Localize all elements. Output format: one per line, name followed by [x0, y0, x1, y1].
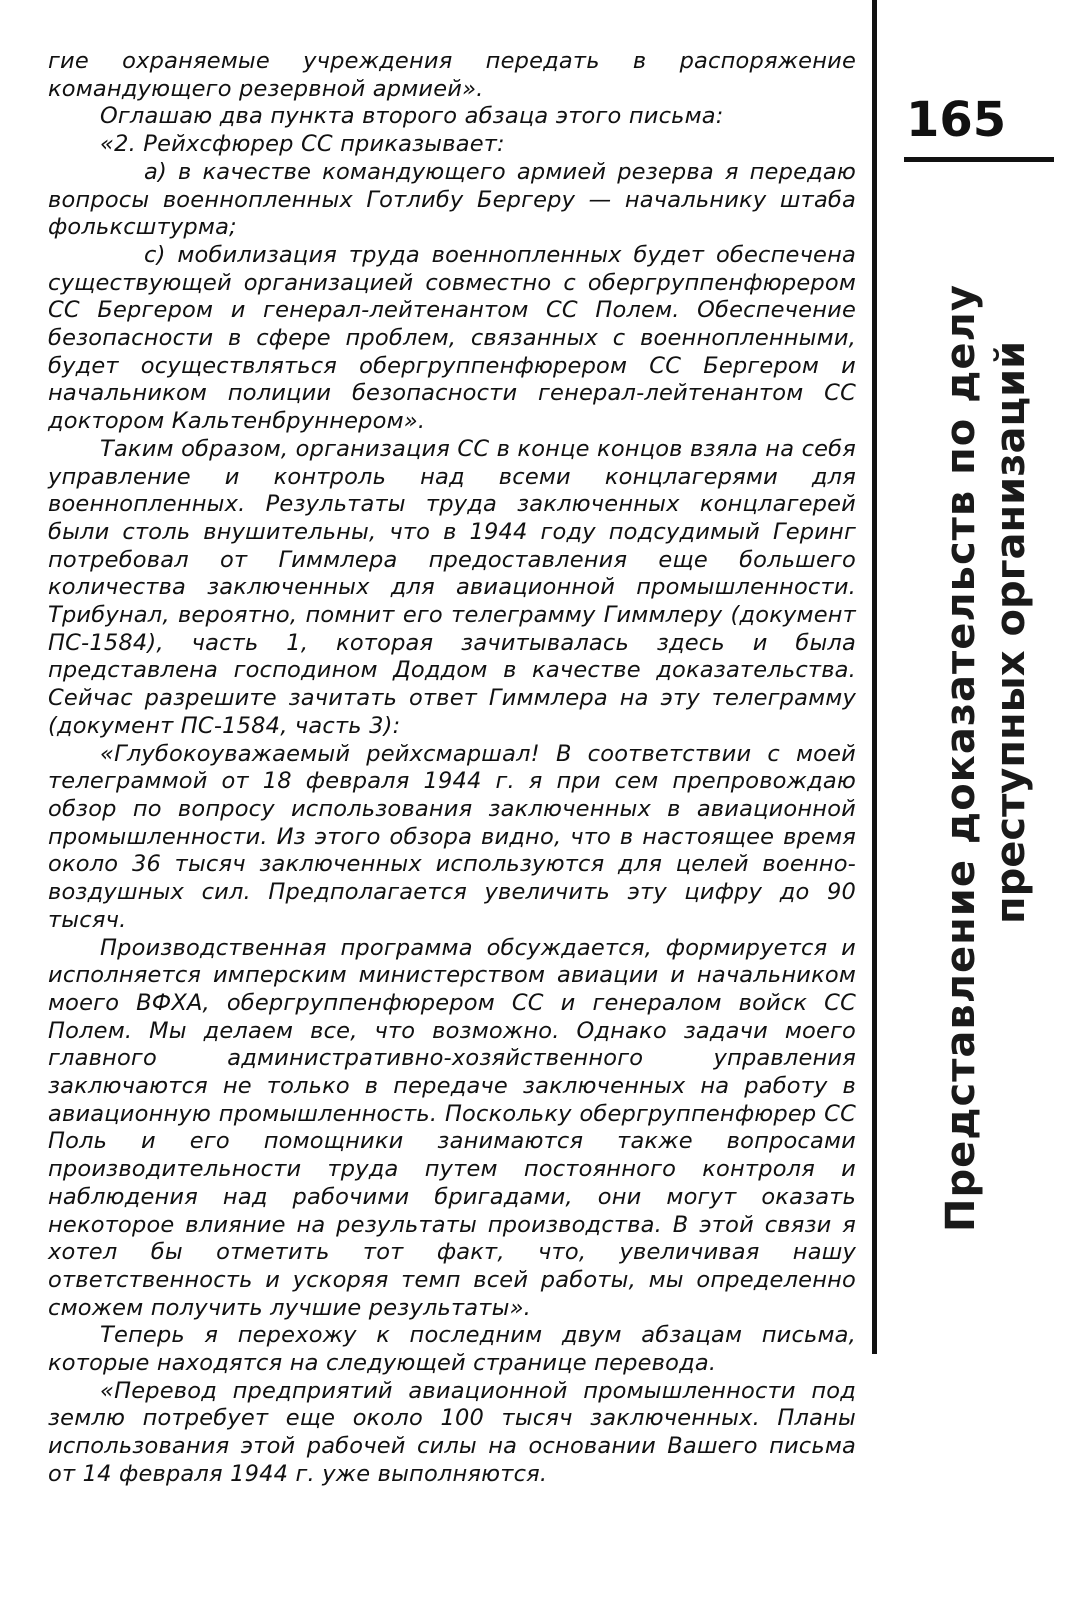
body-text [48, 48, 856, 1489]
running-head-line-1: Представление доказательств по делу [938, 284, 984, 1232]
vertical-divider [872, 0, 877, 1354]
quote-paragraph: «Глубокоуважаемый рейхсмаршал! В соответствии с моей телеграммой от 18 февраля 1944 г. я при сем препровождаю обзор по вопросу использования заключенных в авиационной промышленности. Из этого обзора видно, что в настоящее время около 36 тысяч заключенных используются для целей военно-воздушных сил. Предполагается увеличить эту цифру до 90 тысяч. [48, 740, 856, 933]
paragraph: гие охраняемые учреждения передать в распоряжение командующего резервной армией». [48, 48, 856, 102]
paragraph: Теперь я перехожу к последним двум абзацам письма, которые находятся на следующей странице перевода. [48, 1322, 856, 1377]
paragraph: Таким образом, организация СС в конце концов взяла на себя управление и контроль над всеми концлагерями для военнопленных. Результаты труда заключенных концлагерей были столь внушительны, что в 1944 году подсудимый Геринг потребовал от Гиммлера предоставления еще большего количества заключенных для авиационной промышленности. Трибунал, вероятно, помнит его телеграмму Гиммлеру (документ ПС-1584), часть 1, которая зачитывалась здесь и была представлена господином Доддом в качестве доказательства. Сейчас разрешите зачитать ответ Гиммлера на эту телеграмму (документ ПС-1584, часть 3): [48, 435, 856, 739]
list-item: с) мобилизация труда военнопленных будет обеспечена существующей организацией совместно с обергруппенфюрером СС Бергером и генерал-лейтенантом СС Полем. Обеспечение безопасности в сфере проблем, связанных с военнопленными, будет осуществляться обергруппенфюрером СС Бергером и начальником полиции безопасности генерал-лейтенантом СС доктором Кальтенбруннером». [48, 241, 856, 435]
paragraph: Оглашаю два пункта второго абзаца этого письма: [100, 103, 724, 130]
page-number-underline [904, 157, 1054, 162]
quote-paragraph: «Перевод предприятий авиационной промышленности под землю потребует еще около 100 тысяч заключенных. Планы использования этой рабочей силы на основании Вашего письма от 14 февраля 1944 г. уже выполняются. [48, 1377, 856, 1487]
quote-paragraph: Производственная программа обсуждается, формируется и исполняется имперским министерством авиации и начальником моего ВФХА, обергруппенфюрером СС и генералом войск СС Полем. Мы делаем все, что возможно. Однако задачи моего главного административно-хозяйственного управления заключаются не только в передаче заключенных на работу в авиационную промышленность. Поскольку обергруппенфюрер СС Поль и его помощники занимаются также вопросами производительности труда путем постоянного контроля и наблюдения над рабочими бригадами, они могут оказать некоторое влияние на результаты производства. В этой связи я хотел бы отметить тот факт, что, увеличивая нашу ответственность и ускоряя темп всей работы, мы определенно сможем получить лучшие результаты». [48, 934, 856, 1321]
page-number: 165 [906, 92, 1007, 148]
running-head-line-2: преступных организаций [988, 340, 1034, 924]
paragraph: «2. Рейхсфюрер СС приказывает: [100, 131, 505, 158]
list-item: а) в качестве командующего армией резерва я передаю вопросы военнопленных Готлибу Бергеру — начальнику штаба фольксштурма; [48, 158, 856, 241]
